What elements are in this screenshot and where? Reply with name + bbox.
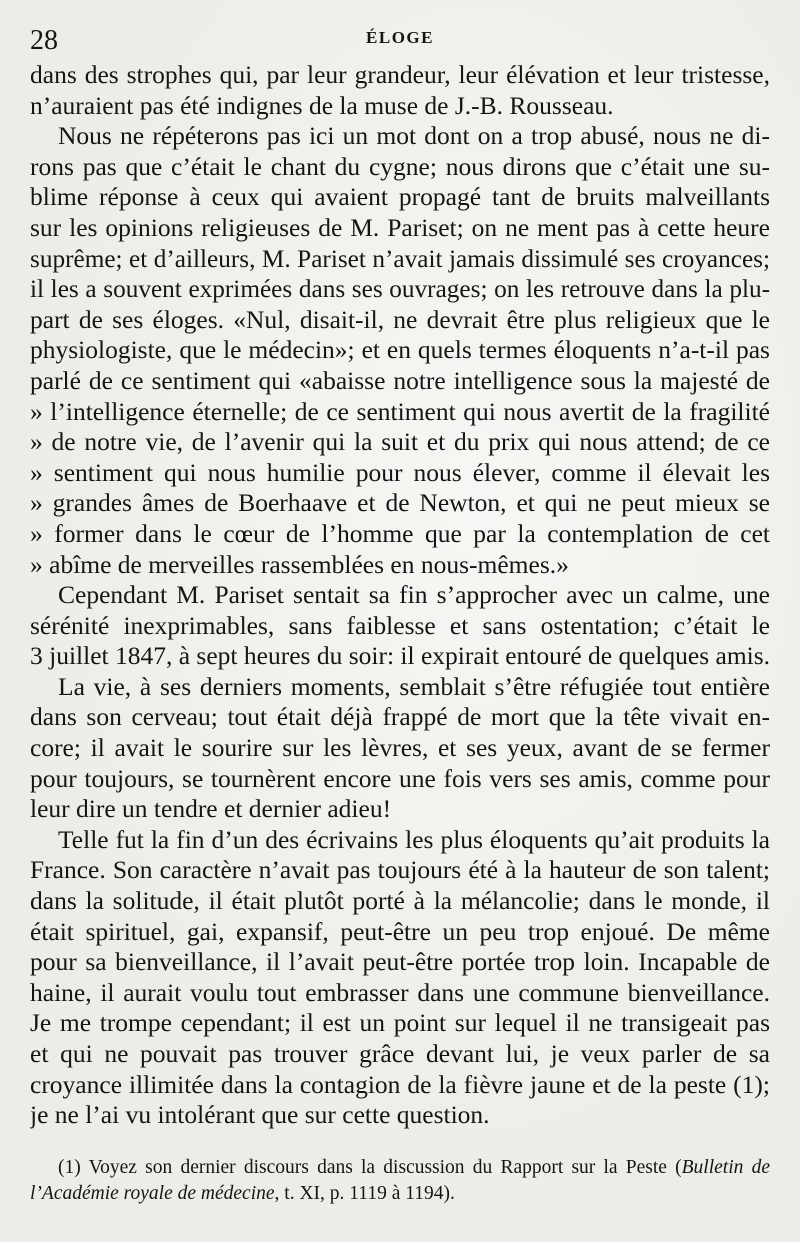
text-line: » former dans le cœur de l’homme que par la contemplation de cet (30, 518, 770, 548)
text-line: haine, il aurait voulu tout embrasser dans une commune bienveillance. (30, 977, 770, 1007)
text-line: pour toujours, se tournèrent encore une fois vers ses amis, comme pour (30, 763, 770, 793)
text-line: Cependant M. Pariset sentait sa fin s’approcher avec un calme, une (58, 580, 770, 610)
text-line: blime réponse à ceux qui avaient propagé tant de bruits malveillants (30, 182, 770, 212)
text-line: dans la solitude, il était plutôt porté à la mélancolie; dans le monde, il (30, 886, 770, 916)
footnote (30, 1155, 770, 1207)
text-line: » abîme de merveilles rassemblées en nous-mêmes.» (30, 549, 569, 579)
footnote-line (30, 1181, 770, 1207)
text-line: dans son cerveau; tout était déjà frappé de mort que la tête vivait en- (30, 702, 770, 732)
text-line: La vie, à ses derniers moments, semblait s’être réfugiée tout entière (58, 671, 770, 701)
body-text (30, 60, 770, 1131)
page-number: 28 (30, 25, 58, 56)
text-line: et qui ne pouvait pas trouver grâce devant lui, je veux parler de sa (30, 1039, 770, 1068)
text-line: Telle fut la fin d’un des écrivains les plus éloquents qu’ait produits la (58, 824, 770, 854)
text-line: croyance illimitée dans la contagion de la fièvre jaune et de la peste (1); (30, 1069, 770, 1099)
text-line: » sentiment qui nous humilie pour nous élever, comme il élevait les (30, 457, 770, 487)
text-line: physiologiste, que le médecin»; et en quels termes éloquents n’a-t-il pas (30, 335, 770, 365)
text-line: je ne l’ai vu intolérant que sur cette question. (30, 1100, 490, 1130)
page-header (30, 24, 770, 58)
text-line: n’auraient pas été indignes de la muse de J.-B. Rousseau. (30, 90, 614, 120)
text-line: pour sa bienveillance, il l’avait peut-être portée trop loin. Incapable de (30, 947, 770, 977)
text-line: » grandes âmes de Boerhaave et de Newton, et qui ne peut mieux se (30, 488, 770, 518)
text-line: » l’intelligence éternelle; de ce sentiment qui nous avertit de la fragilité (30, 396, 770, 426)
text-line: dans des strophes qui, par leur grandeur, leur élévation et leur tristesse, (30, 60, 770, 89)
text-line: » de notre vie, de l’avenir qui la suit et du prix qui nous attend; de ce (30, 427, 770, 457)
text-line: parlé de ce sentiment qui «abaisse notre intelligence sous la majesté de (30, 365, 770, 395)
text-line: part de ses éloges. «Nul, disait-il, ne devrait être plus religieux que le (30, 304, 770, 334)
footnote-text: (1) Voyez son dernier discours dans la discussion du Rapport sur la Peste ( (58, 1157, 682, 1178)
text-line: France. Son caractère n’avait pas toujours été à la hauteur de son talent; (30, 855, 770, 885)
text-line: Je me trompe cependant; il est un point sur lequel il ne transigeait pas (30, 1008, 770, 1038)
footnote-line (30, 1155, 770, 1181)
text-line: rons pas que c’était le chant du cygne; nous dirons que c’était une su- (30, 151, 770, 181)
text-line: core; il avait le sourire sur les lèvres, et ses yeux, avant de se fermer (30, 733, 770, 763)
running-head: ÉLOGE (366, 28, 434, 47)
text-line: suprême; et d’ailleurs, M. Pariset n’avait jamais dissimulé ses croyances; (30, 244, 770, 273)
footnote-text: , t. XI, p. 1119 à 1194). (274, 1183, 455, 1204)
text-line: sur les opinions religieuses de M. Pariset; on ne ment pas à cette heure (30, 212, 770, 242)
text-line: 3 juillet 1847, à sept heures du soir: il expirait entouré de quelques amis. (30, 641, 770, 671)
footnote-citation-italic: l’Académie royale de médecine (30, 1183, 275, 1204)
text-line: sérénité inexprimables, sans faiblesse et sans ostentation; c’était le (30, 610, 770, 640)
text-line: était spirituel, gai, expansif, peut-être un peu trop enjoué. De même (30, 916, 770, 946)
text-line: il les a souvent exprimées dans ses ouvrages; on les retrouve dans la plu- (30, 275, 770, 304)
text-line: Nous ne répéterons pas ici un mot dont on a trop abusé, nous ne di- (58, 121, 770, 151)
footnote-citation-italic: Bulletin de (681, 1157, 770, 1178)
text-line: leur dire un tendre et dernier adieu! (30, 794, 392, 824)
